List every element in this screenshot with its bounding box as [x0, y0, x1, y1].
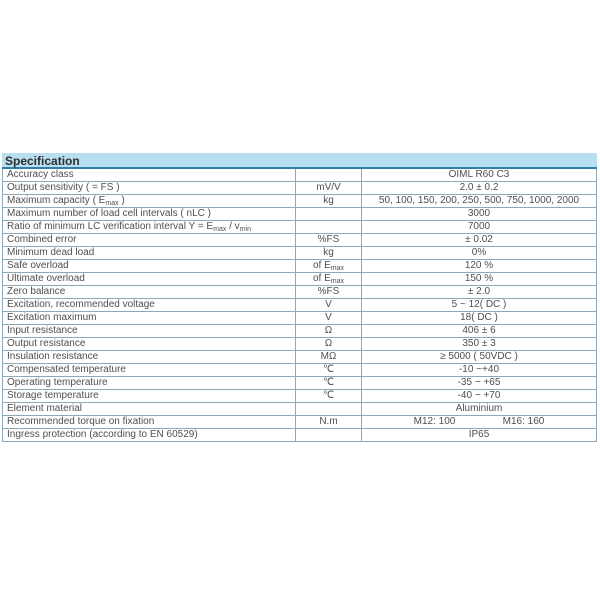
- table-title: Specification: [2, 153, 597, 169]
- table-row: [3, 403, 596, 416]
- spec-unit-cell: ℃: [296, 364, 362, 376]
- spec-value-cell: 150 %: [464, 273, 494, 284]
- spec-value-cell: IP65: [468, 429, 490, 440]
- spec-unit-cell: of $E_{max}$: [296, 260, 362, 272]
- spec-unit-cell: [296, 429, 362, 441]
- table-row: [3, 416, 596, 429]
- spec-name-cell: Storage temperature: [3, 390, 296, 402]
- spec-value-cell: 0%: [471, 247, 487, 258]
- spec-name-cell: Output sensitivity ( = FS ): [3, 182, 296, 194]
- spec-unit-cell: ℃: [296, 390, 362, 402]
- spec-table-body: [2, 169, 597, 442]
- spec-value-cell: [362, 416, 596, 428]
- spec-value-cell: -10 ~+40: [458, 364, 500, 375]
- spec-value-cell: 18( DC ): [460, 312, 498, 323]
- spec-value-cell: ≥ 5000 ( 50VDC ): [440, 351, 518, 362]
- spec-unit-cell: MΩ: [296, 351, 362, 363]
- spec-name-cell: Compensated temperature: [3, 364, 296, 376]
- spec-unit-cell: [296, 208, 362, 220]
- spec-name-cell: Ultimate overload: [3, 273, 296, 285]
- spec-value-cell: 5 ~ 12( DC ): [451, 299, 507, 310]
- table-row: [3, 234, 596, 247]
- spec-value-cell: -40 ~ +70: [457, 390, 501, 401]
- spec-name-cell: Recommended torque on fixation: [3, 416, 296, 428]
- table-row: [3, 312, 596, 325]
- spec-value-cell: -35 ~ +65: [457, 377, 501, 388]
- spec-unit-cell: [296, 403, 362, 415]
- spec-name-cell: Maximum number of load cell intervals ( nLC ): [3, 208, 296, 220]
- table-row: [3, 169, 596, 182]
- spec-value-cell: Aluminium: [455, 403, 503, 414]
- spec-name-cell: Operating temperature: [3, 377, 296, 389]
- table-row: [3, 429, 596, 442]
- spec-value-cell: 50, 100, 150, 200, 250, 500, 750, 1000, 2000: [378, 195, 580, 206]
- table-row: [3, 377, 596, 390]
- spec-value-cell: OIML R60 C3: [448, 169, 510, 180]
- spec-name-cell: Element material: [3, 403, 296, 415]
- table-row: [3, 260, 596, 273]
- table-row: [3, 351, 596, 364]
- spec-value-cell: 7000: [467, 221, 491, 232]
- spec-unit-cell: kg: [296, 247, 362, 259]
- spec-name-cell: Excitation, recommended voltage: [3, 299, 296, 311]
- spec-name-cell: Excitation maximum: [3, 312, 296, 324]
- spec-unit-cell: [296, 169, 362, 181]
- table-row: [3, 221, 596, 234]
- spec-value-part: M12: 100: [413, 416, 456, 427]
- table-row: [3, 286, 596, 299]
- spec-name-cell: Accuracy class: [3, 169, 296, 181]
- spec-value-cell: 2.0 ± 0.2: [459, 182, 499, 193]
- table-row: [3, 364, 596, 377]
- spec-value-cell: 350 ± 3: [462, 338, 496, 349]
- table-row: [3, 299, 596, 312]
- spec-name-cell: Maximum capacity ( $E_{max}$ ): [3, 195, 296, 207]
- spec-name-cell: Ratio of minimum LC verification interval $Y = E_{max} / v_{min}$: [3, 221, 296, 233]
- spec-unit-cell: Ω: [296, 325, 362, 337]
- spec-unit-cell: N.m: [296, 416, 362, 428]
- spec-value-part: M16: 160: [502, 416, 545, 427]
- table-row: [3, 390, 596, 403]
- spec-unit-cell: Ω: [296, 338, 362, 350]
- spec-unit-cell: [296, 221, 362, 233]
- spec-unit-cell: %FS: [296, 234, 362, 246]
- table-row: [3, 247, 596, 260]
- spec-name-cell: Minimum dead load: [3, 247, 296, 259]
- spec-value-cell: 120 %: [464, 260, 494, 271]
- specification-table: [2, 153, 597, 442]
- spec-unit-cell: V: [296, 299, 362, 311]
- spec-name-cell: Ingress protection (according to EN 60529): [3, 429, 296, 441]
- spec-unit-cell: of $E_{max}$: [296, 273, 362, 285]
- spec-name-cell: Output resistance: [3, 338, 296, 350]
- table-row: [3, 325, 596, 338]
- spec-name-cell: Safe overload: [3, 260, 296, 272]
- spec-value-cell: 406 ± 6: [462, 325, 496, 336]
- spec-unit-cell: V: [296, 312, 362, 324]
- spec-unit-cell: mV/V: [296, 182, 362, 194]
- spec-value-cell: 3000: [467, 208, 491, 219]
- spec-unit-cell: ℃: [296, 377, 362, 389]
- spec-unit-cell: kg: [296, 195, 362, 207]
- spec-name-cell: Insulation resistance: [3, 351, 296, 363]
- spec-value-cell: ± 0.02: [465, 234, 493, 245]
- spec-value-cell: ± 2.0: [467, 286, 491, 297]
- spec-name-cell: Combined error: [3, 234, 296, 246]
- table-row: [3, 273, 596, 286]
- table-row: [3, 338, 596, 351]
- spec-unit-cell: %FS: [296, 286, 362, 298]
- spec-name-cell: Zero balance: [3, 286, 296, 298]
- table-row: [3, 182, 596, 195]
- table-row: [3, 208, 596, 221]
- table-row: [3, 195, 596, 208]
- spec-name-cell: Input resistance: [3, 325, 296, 337]
